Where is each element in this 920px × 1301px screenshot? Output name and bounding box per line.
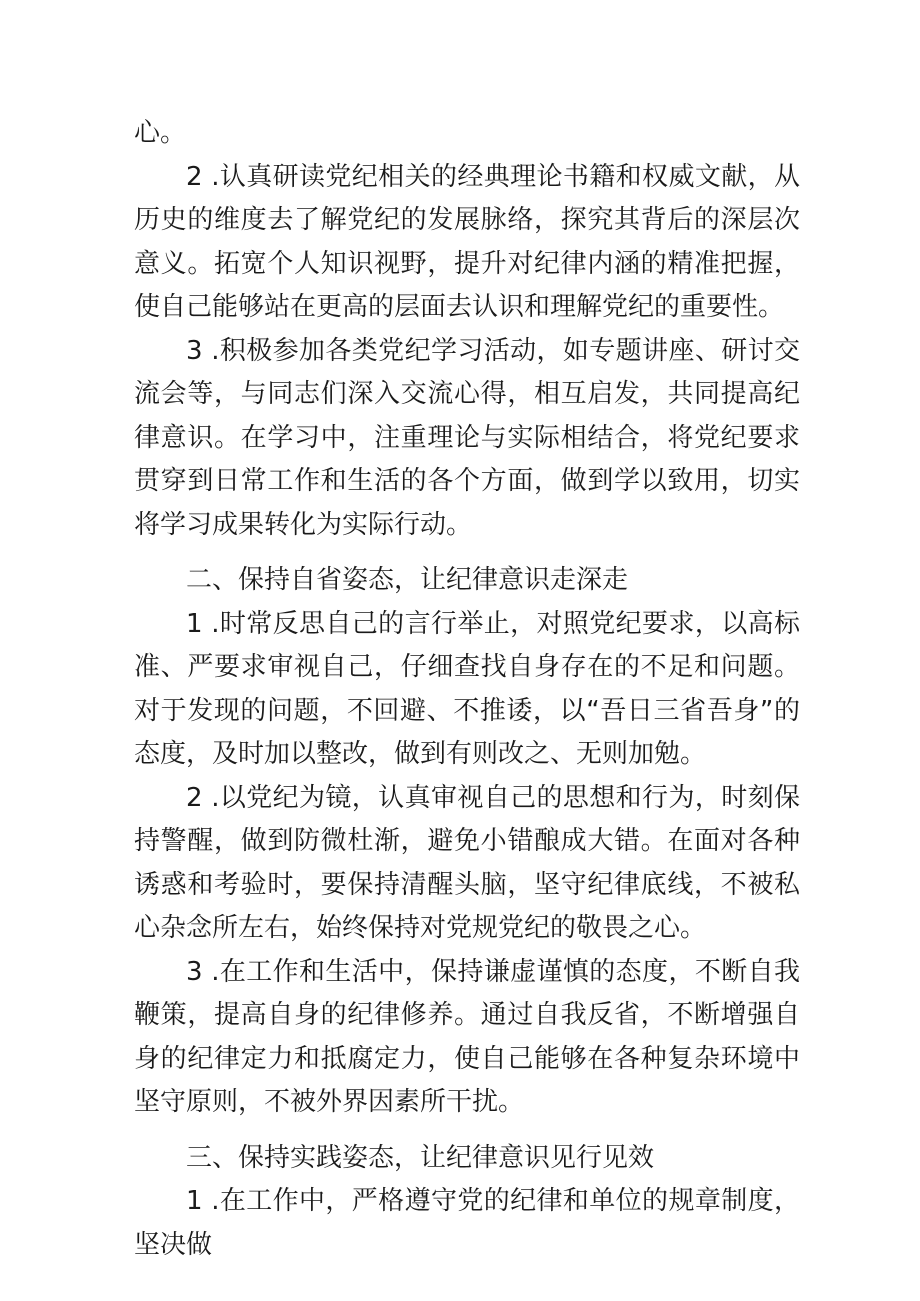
- list-item-2-study-texts: 2 .认真研读党纪相关的经典理论书籍和权威文献，从历史的维度去了解党纪的发展脉络，探究其背后的深层次意义。拓宽个人知识视野，提升对纪律内涵的精准把握，使自己能够站在更高的层面去认识和理解党纪的重要性。: [134, 161, 800, 322]
- list-item-1-work-discipline: 1 .在工作中，严格遵守党的纪律和单位的规章制度，坚决做: [134, 1186, 800, 1260]
- section-heading-2: 二、保持自省姿态，让纪律意识走深走: [186, 565, 629, 595]
- list-item-3-learning-activities: 3 .积极参加各类党纪学习活动，如专题讲座、研讨交流会等，与同志们深入交流心得，相互启发，共同提高纪律意识。在学习中，注重理论与实际相结合，将党纪要求贯穿到日常工作和生活的各个方面，做到学以致用，切实将学习成果转化为实际行动。: [134, 335, 800, 540]
- section-heading-3: 三、保持实践姿态，让纪律意识见行见效: [186, 1142, 655, 1173]
- paragraph-continuation: 心。: [134, 118, 187, 148]
- list-item-1-self-reflection: 1 .时常反思自己的言行举止，对照党纪要求，以高标准、严要求审视自己，仔细查找自身存在的不足和问题。对于发现的问题，不回避、不推诿，以“吾日三省吾身”的态度，及时加以整改，做到有则改之、无则加勉。: [134, 608, 800, 769]
- list-item-3-humility: 3 .在工作和生活中，保持谦虚谨慎的态度，不断自我鞭策，提高自身的纪律修养。通过自我反省，不断增强自身的纪律定力和抵腐定力，使自己能够在各种复杂环境中坚守原则，不被外界因素所干扰。: [134, 956, 800, 1117]
- list-item-2-party-mirror: 2 .以党纪为镜，认真审视自己的思想和行为，时刻保持警醒，做到防微杜渐，避免小错酿成大错。在面对各种诱惑和考验时，要保持清醒头脑，坚守纪律底线，不被私心杂念所左右，始终保持对党规党纪的敬畏之心。: [134, 782, 800, 943]
- document-page: [134, 112, 800, 1267]
